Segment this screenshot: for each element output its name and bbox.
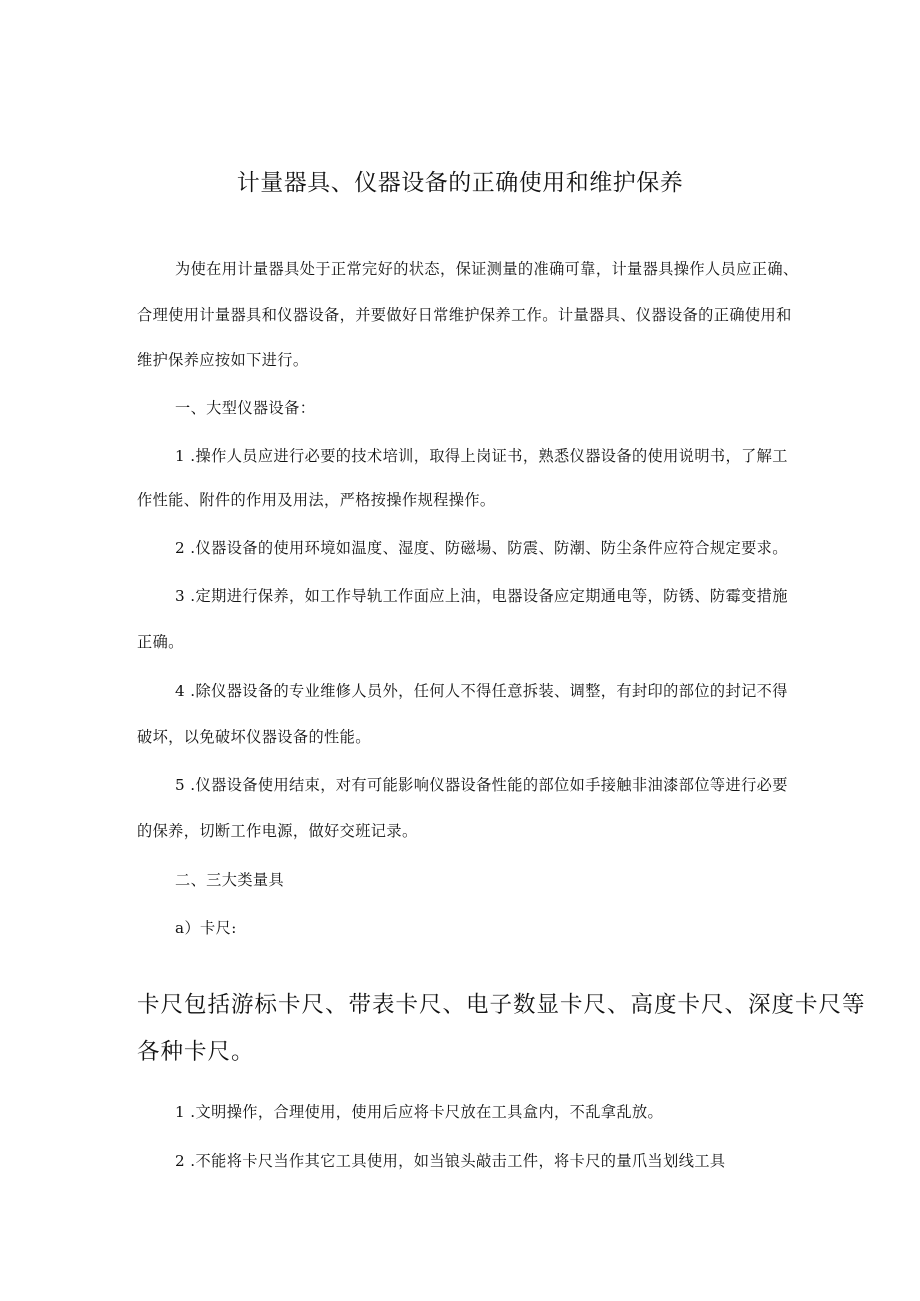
section1-item-3-line-2: 正确。 [137, 633, 184, 651]
section1-heading: 一、大型仪器设备： [175, 399, 316, 417]
section1-item-4-line-2: 破坏，以免破坏仪器设备的性能。 [137, 728, 371, 746]
calipers-description-line-2: 各种卡尺。 [137, 1039, 255, 1065]
section2-subheading: a）卡尺: [175, 919, 237, 937]
section1-item-1-line-1: 1 .操作人员应进行必要的技术培训，取得上岗证书，熟悉仪器设备的使用说明书，了解工 [175, 447, 788, 465]
section1-item-3-line-1: 3 .定期进行保养，如工作导轨工作面应上油，电器设备应定期通电等，防锈、防霉变措施 [175, 587, 788, 605]
calipers-description-line-1: 卡尺包括游标卡尺、带表卡尺、电子数显卡尺、高度卡尺、深度卡尺等 [137, 992, 866, 1018]
intro-line-3: 维护保养应按如下进行。 [137, 351, 309, 369]
section1-item-5-line-2: 的保养，切断工作电源，做好交班记录。 [137, 822, 418, 840]
section1-item-4-line-1: 4 .除仪器设备的专业维修人员外，任何人不得任意拆装、调整，有封印的部位的封记不得 [175, 682, 788, 700]
section1-item-1-line-2: 作性能、附件的作用及用法，严格按操作规程操作。 [137, 491, 496, 509]
section2-heading: 二、三大类量具 [175, 871, 285, 889]
section1-item-2-line-1: 2 .仪器设备的使用环境如温度、湿度、防磁場、防震、防潮、防尘条件应符合规定要求。 [175, 539, 788, 557]
section2-item-2-line-1: 2 .不能将卡尺当作其它工具使用，如当锒头敲击工件，将卡尺的量爪当划线工具 [175, 1152, 726, 1170]
section2-item-1-line-1: 1 .文明操作，合理使用，使用后应将卡尺放在工具盒内，不乱拿乱放。 [175, 1103, 664, 1121]
intro-line-1: 为使在用计量器具处于正常完好的状态，保证测量的准确可靠，计量器具操作人员应正确、 [175, 260, 799, 278]
document-title: 计量器具、仪器设备的正确使用和维护保养 [236, 170, 684, 196]
section1-item-5-line-1: 5 .仪器设备使用结束，对有可能影响仪器设备性能的部位如手接触非油漆部位等进行必要 [175, 776, 788, 794]
intro-line-2: 合理使用计量器具和仪器设备，并要做好日常维护保养工作。计量器具、仪器设备的正确使用和 [137, 306, 792, 324]
